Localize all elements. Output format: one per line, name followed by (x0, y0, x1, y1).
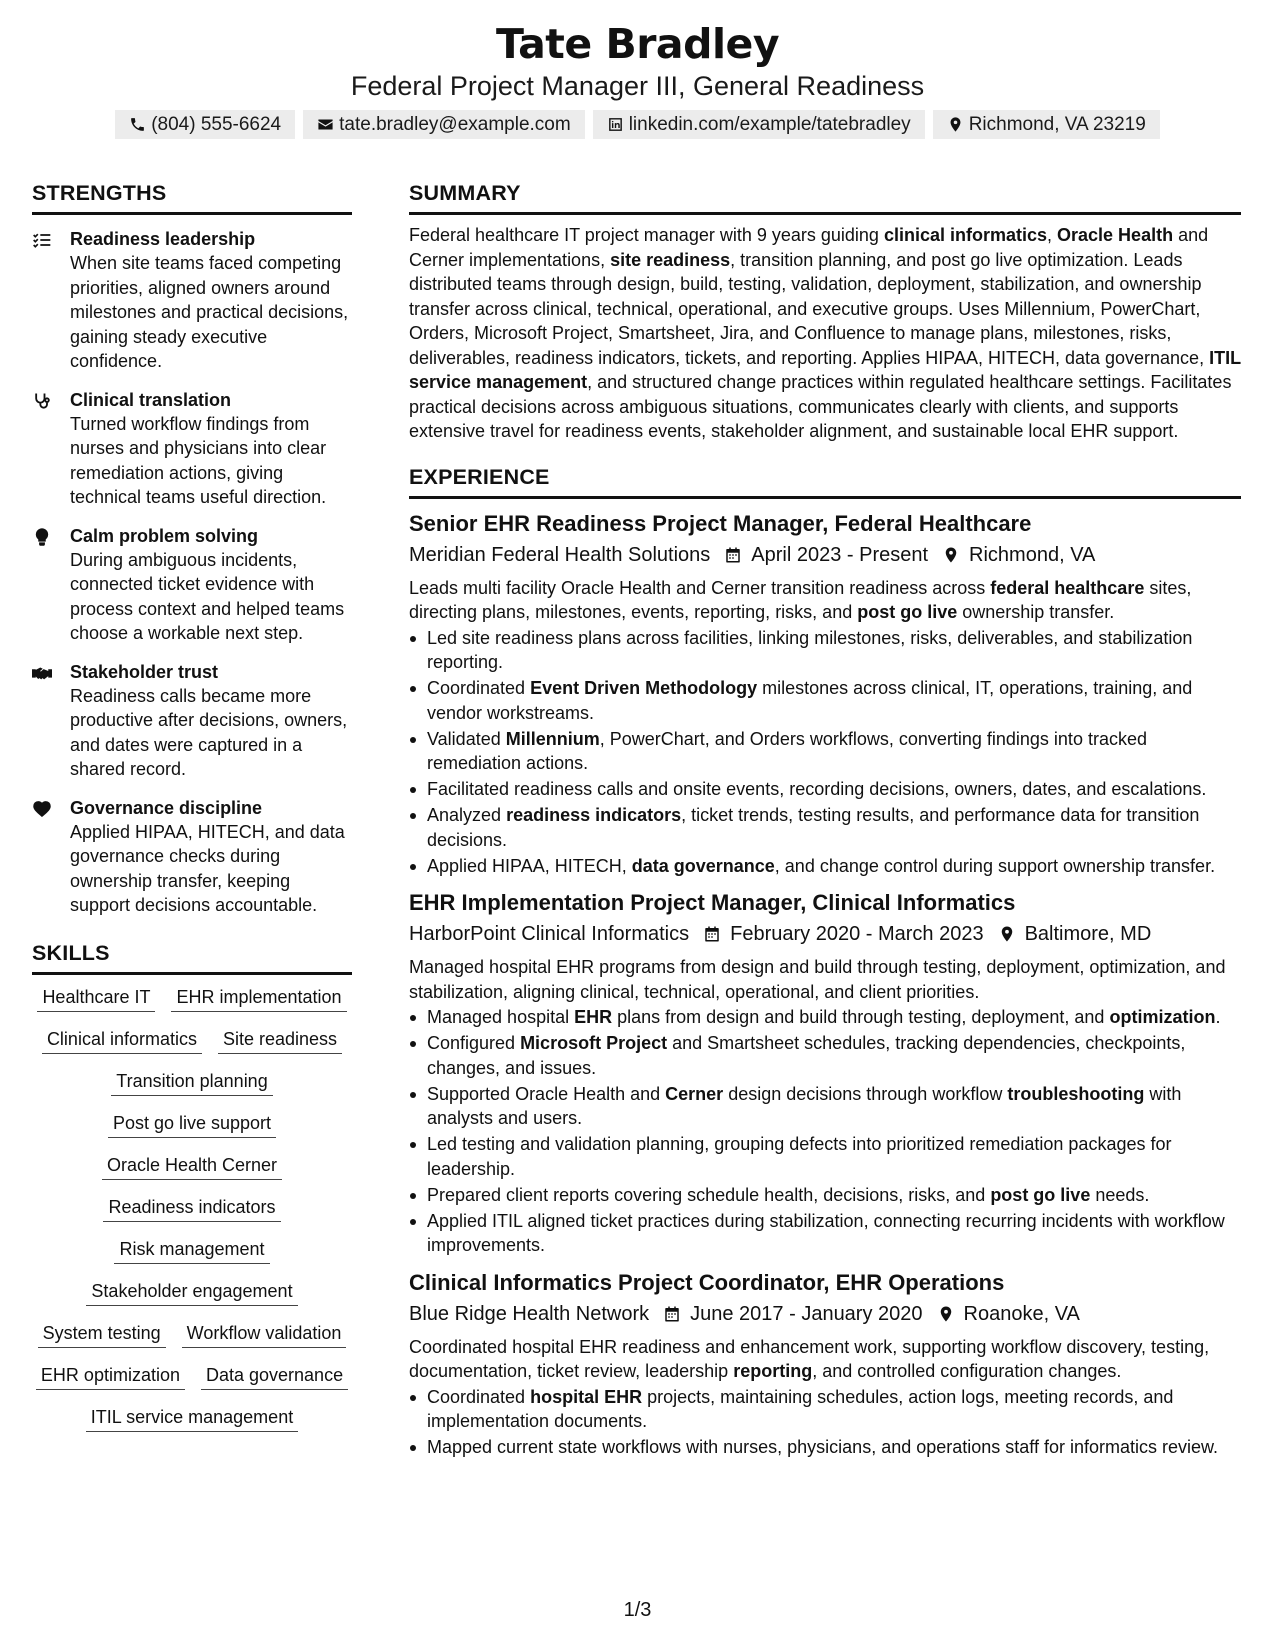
bold-text: troubleshooting (1007, 1083, 1145, 1104)
right-column (409, 178, 1241, 1461)
bold-text: data governance (631, 855, 775, 876)
strength-item (32, 660, 352, 782)
job-entry (409, 509, 1241, 879)
text-run: and Smartsheet schedules, tracking dependencies, checkpoints, changes, and issues. (427, 1033, 1186, 1078)
stethoscope-icon (32, 391, 52, 411)
page-number: 1/3 (623, 1599, 652, 1621)
text-run: Configured (427, 1033, 521, 1053)
skill-tag: Stakeholder engagement (86, 1279, 297, 1306)
strength-title: Calm problem solving (70, 525, 259, 546)
bold-text: clinical informatics (883, 225, 1047, 245)
list-item (409, 1385, 1241, 1434)
bold-text: readiness indicators (506, 805, 682, 825)
strengths-heading: STRENGTHS (32, 178, 352, 215)
text-run: Validated (427, 728, 506, 749)
strength-item (32, 227, 352, 374)
contact-phone[interactable] (115, 110, 295, 139)
job-bullets (409, 1005, 1241, 1258)
calendar-icon (724, 546, 742, 564)
job-description (409, 576, 1241, 625)
list-item (409, 1435, 1241, 1460)
job-meta (409, 540, 1241, 570)
contact-email-text: tate.bradley@example.com (339, 114, 571, 135)
list-item (409, 1132, 1241, 1181)
text-run: , transition planning, and post go live optimization. Leads distributed teams through design, build, testing, validation, deployment, stabilization, and ownership transfer across clinical, technical, operational, and executive groups. Uses Millennium, PowerChart, Orders, Microsoft Project, Smartsheet, Jira, and Confluence to manage plans, milestones, risks, deliverables, readiness indicators, tickets, and reporting. Applies HIPAA, HITECH, data governance, (409, 249, 1210, 368)
job-entry (409, 888, 1241, 1258)
contact-bar (0, 110, 1275, 139)
strength-title: Readiness leadership (70, 229, 256, 249)
text-run: , and controlled configuration changes. (812, 1361, 1122, 1381)
text-run: Coordinated (427, 1386, 531, 1407)
strength-text: Readiness calls became more productive after decisions, owners, and dates were captured in a shared record. (70, 685, 348, 779)
text-run: with analysts and users. (427, 1083, 1182, 1128)
text-run: Led testing and validation planning, grouping defects into prioritized remediation packages for leadership. (427, 1134, 1172, 1179)
text-run: needs. (1090, 1184, 1150, 1205)
text-run: Applied ITIL aligned ticket practices during stabilization, connecting recurring incidents with workflow improvements. (427, 1210, 1225, 1255)
list-item (409, 777, 1241, 802)
skill-tag: Transition planning (111, 1069, 272, 1096)
company-name: Meridian Federal Health Solutions (409, 543, 711, 566)
map-pin-icon (937, 1305, 955, 1323)
list-item (409, 803, 1241, 852)
strength-text: During ambiguous incidents, connected ticket evidence with process context and helped teams choose a workable next step. (70, 549, 345, 643)
text-run: Analyzed (427, 805, 507, 825)
job-bullets (409, 1385, 1241, 1460)
skill-tag: Risk management (114, 1237, 269, 1264)
text-run: Coordinated (427, 678, 531, 698)
text-run: Managed hospital (427, 1007, 575, 1027)
skill-tag: Workflow validation (182, 1321, 347, 1348)
text-run: Led site readiness plans across facilities, linking milestones, risks, deliverables, and stabilization reporting. (427, 627, 1193, 672)
list-item (409, 854, 1241, 879)
skills-list (32, 985, 352, 1432)
bold-text: post go live (857, 602, 958, 622)
skill-tag: Readiness indicators (103, 1195, 280, 1222)
skill-tag: Data governance (201, 1363, 348, 1390)
strength-item (32, 796, 352, 918)
skill-tag: EHR implementation (171, 985, 346, 1012)
strength-text: Applied HIPAA, HITECH, and data governance checks during ownership transfer, keeping support decisions accountable. (70, 821, 345, 915)
skill-tag: System testing (38, 1321, 166, 1348)
map-pin-icon (942, 546, 960, 564)
bold-text: Oracle Health (1057, 225, 1174, 245)
checklist-icon (32, 230, 52, 250)
skill-tag: Oracle Health Cerner (102, 1153, 282, 1180)
linkedin-icon (607, 116, 624, 133)
company-name: Blue Ridge Health Network (409, 1302, 650, 1325)
text-run: milestones across clinical, IT, operations, training, and vendor workstreams. (427, 678, 1193, 723)
strength-title: Governance discipline (70, 797, 263, 818)
company-name: HarborPoint Clinical Informatics (409, 923, 690, 945)
text-run: Coordinated hospital EHR readiness and enhancement work, supporting workflow discovery, testing, documentation, ticket review, leadership (409, 1336, 1210, 1381)
lightbulb-icon (32, 527, 52, 547)
candidate-title: Federal Project Manager III, General Readiness (350, 71, 925, 101)
text-run: , and change control during support ownership transfer. (774, 855, 1216, 876)
skill-tag: Clinical informatics (42, 1027, 202, 1054)
text-run: , ticket trends, testing results, and performance data for transition decisions. (427, 805, 1200, 850)
bold-text: optimization (1109, 1007, 1216, 1027)
bold-text: Millennium (505, 728, 600, 749)
job-meta (409, 1299, 1241, 1329)
text-run: design decisions through workflow (723, 1083, 1008, 1104)
candidate-name: Tate Bradley (495, 20, 780, 68)
job-location: Baltimore, MD (1024, 923, 1152, 945)
job-location: Richmond, VA (969, 543, 1096, 566)
handshake-icon (32, 663, 52, 683)
text-run: plans from design and build through testing, deployment, and (612, 1007, 1110, 1027)
job-dates: June 2017 - January 2020 (690, 1302, 923, 1325)
contact-location-text: Richmond, VA 23219 (968, 114, 1146, 135)
list-item (409, 1209, 1241, 1258)
contact-linkedin-text: linkedin.com/example/tatebradley (628, 114, 911, 135)
map-pin-icon (998, 925, 1016, 943)
phone-icon (129, 116, 146, 133)
bold-text: reporting (733, 1361, 813, 1381)
skill-tag: EHR optimization (36, 1363, 185, 1390)
bold-text: Event Driven Methodology (530, 678, 758, 698)
skills-heading: SKILLS (32, 938, 352, 975)
job-description (409, 1335, 1241, 1384)
job-description (409, 955, 1241, 1004)
text-run: , and structured change practices within regulated healthcare settings. Facilitates practical decisions across ambiguous situations, communicates clearly with clients, and supports extensive travel for readiness events, stakeholder alignment, and sustainable local EHR support. (409, 372, 1232, 441)
contact-email[interactable] (303, 110, 585, 139)
skill-tag: ITIL service management (86, 1405, 298, 1432)
envelope-icon (317, 116, 334, 133)
bold-text: site readiness (610, 249, 731, 270)
strength-item (32, 388, 352, 510)
text-run: and Cerner implementations, (409, 225, 1209, 270)
strength-title: Clinical translation (70, 389, 232, 410)
list-item (409, 676, 1241, 725)
text-run: Federal healthcare IT project manager with 9 years guiding (409, 225, 884, 245)
strength-item (32, 524, 352, 646)
text-run: , PowerChart, and Orders workflows, converting findings into tracked remediation actions. (427, 728, 1147, 773)
left-column (32, 178, 352, 1432)
text-run: , (1047, 225, 1058, 245)
job-title: Clinical Informatics Project Coordinator, EHR Operations (409, 1269, 1005, 1295)
experience-heading: EXPERIENCE (409, 462, 1241, 499)
bold-text: Cerner (665, 1083, 724, 1104)
list-item (409, 1005, 1241, 1030)
text-run: Managed hospital EHR programs from design and build through testing, deployment, optimization, and stabilization, aligning clinical, technical, operational, and client priorities. (409, 957, 1226, 1002)
contact-location (933, 110, 1160, 139)
strength-text: Turned workflow findings from nurses and physicians into clear remediation actions, giving technical teams useful direction. (70, 413, 327, 507)
list-item (409, 1031, 1241, 1080)
job-meta (409, 919, 1241, 949)
list-item (409, 626, 1241, 675)
strength-title: Stakeholder trust (70, 661, 219, 682)
text-run: Facilitated readiness calls and onsite events, recording decisions, owners, dates, and escalations. (427, 779, 1207, 799)
resume-header (0, 0, 1275, 139)
bold-text: hospital EHR (530, 1386, 643, 1407)
skill-tag: Site readiness (218, 1027, 342, 1054)
text-run: Leads multi facility Oracle Health and Cerner transition readiness across (409, 577, 991, 598)
skill-tag: Healthcare IT (37, 985, 155, 1012)
skill-tag: Post go live support (108, 1111, 276, 1138)
bold-text: post go live (990, 1184, 1091, 1205)
contact-phone-text: (804) 555-6624 (151, 114, 282, 135)
strengths-list (32, 227, 352, 918)
job-title: EHR Implementation Project Manager, Clinical Informatics (409, 890, 1016, 915)
calendar-icon (663, 1305, 681, 1323)
text-run: sites, directing plans, milestones, events, reporting, risks, and (409, 577, 1192, 622)
calendar-icon (703, 925, 721, 943)
bold-text: federal healthcare (990, 577, 1145, 598)
list-item (409, 1082, 1241, 1131)
experience-list (409, 509, 1241, 1460)
text-run: projects, maintaining schedules, action logs, meeting records, and implementation documents. (427, 1386, 1174, 1431)
job-dates: February 2020 - March 2023 (730, 923, 984, 945)
bold-text: ITIL service management (409, 347, 1241, 392)
job-entry (409, 1268, 1241, 1460)
strength-text: When site teams faced competing priorities, aligned owners around milestones and practical decisions, gaining steady executive confidence. (70, 253, 349, 371)
heart-icon (32, 799, 52, 819)
bold-text: EHR (574, 1007, 613, 1027)
job-bullets (409, 626, 1241, 879)
summary-heading: SUMMARY (409, 178, 1241, 215)
job-dates: April 2023 - Present (751, 543, 929, 566)
text-run: Prepared client reports covering schedule health, decisions, risks, and (427, 1184, 991, 1205)
summary-text (409, 223, 1241, 444)
map-pin-icon (947, 116, 964, 133)
text-run: ownership transfer. (957, 602, 1115, 622)
bold-text: Microsoft Project (520, 1033, 668, 1053)
text-run: Mapped current state workflows with nurses, physicians, and operations staff for informatics review. (427, 1437, 1219, 1457)
contact-linkedin[interactable] (593, 110, 925, 139)
list-item (409, 727, 1241, 776)
text-run: . (1215, 1007, 1221, 1027)
job-location: Roanoke, VA (963, 1302, 1080, 1325)
text-run: Applied HIPAA, HITECH, (427, 855, 632, 876)
text-run: Supported Oracle Health and (427, 1083, 666, 1104)
job-title: Senior EHR Readiness Project Manager, Federal Healthcare (409, 510, 1032, 536)
list-item (409, 1183, 1241, 1208)
